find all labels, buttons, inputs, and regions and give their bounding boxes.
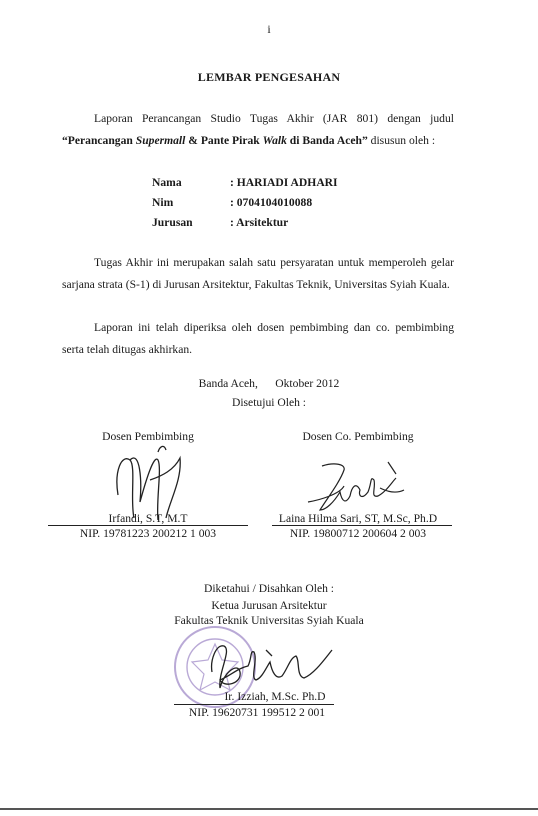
identity-table bbox=[152, 176, 338, 236]
place-date: Banda Aceh, Oktober 2012 bbox=[198, 377, 340, 390]
supervisor-role: Dosen Pembimbing bbox=[102, 430, 194, 443]
paragraph-review bbox=[62, 317, 454, 361]
identity-label: Nim bbox=[152, 196, 174, 209]
intro-pante-pirak: & Pante Pirak bbox=[185, 134, 263, 147]
identity-label: Jurusan bbox=[152, 216, 193, 229]
intro-supermall: Supermall bbox=[135, 134, 186, 147]
identity-value: : Arsitektur bbox=[230, 216, 289, 229]
acknowledged-position1: Ketua Jurusan Arsitektur bbox=[211, 599, 327, 612]
identity-row-nim bbox=[152, 196, 338, 216]
co-supervisor-nip: NIP. 19800712 200604 2 003 bbox=[289, 527, 427, 540]
intro-quote-open: “Perancangan bbox=[62, 134, 136, 147]
bottom-rule bbox=[0, 808, 538, 810]
supervisor-nip: NIP. 19781223 200212 1 003 bbox=[79, 527, 217, 540]
intro-disusun: disusun oleh : bbox=[367, 134, 436, 147]
head-of-department-nip: NIP. 19620731 199512 2 001 bbox=[188, 706, 326, 719]
intro-banda-aceh: di Banda Aceh” bbox=[286, 134, 368, 147]
intro-line1: Laporan Perancangan Studio Tugas Akhir (JAR 801) dengan judul bbox=[94, 112, 454, 125]
identity-label: Nama bbox=[152, 176, 182, 189]
approved-by: Disetujui Oleh : bbox=[231, 396, 307, 409]
supervisor-name: Irfandi, S.T, M.T bbox=[108, 512, 188, 525]
intro-paragraph bbox=[62, 108, 454, 152]
paragraph-review-text: Laporan ini telah diperiksa oleh dosen pembimbing dan co. pembimbing serta telah ditugas akhirkan. bbox=[62, 321, 454, 356]
co-supervisor-role: Dosen Co. Pembimbing bbox=[302, 430, 414, 443]
identity-row-jurusan bbox=[152, 216, 338, 236]
acknowledged-position2: Fakultas Teknik Universitas Syiah Kuala bbox=[174, 614, 364, 627]
co-supervisor-name: Laina Hilma Sari, ST, M.Sc, Ph.D bbox=[278, 512, 438, 525]
supervisor-signature-line bbox=[48, 525, 248, 526]
paragraph-requirement bbox=[62, 252, 454, 296]
co-supervisor-signature-line bbox=[272, 525, 452, 526]
paragraph-requirement-text: Tugas Akhir ini merupakan salah satu persyaratan untuk memperoleh gelar sarjana strata (S-1) di Jurusan Arsitektur, Fakultas Teknik, Universitas Syiah Kuala. bbox=[62, 256, 454, 291]
identity-value: : 0704104010088 bbox=[230, 196, 313, 209]
document-title: LEMBAR PENGESAHAN bbox=[197, 70, 341, 84]
head-of-department-signature-line bbox=[174, 704, 334, 705]
page-number: i bbox=[267, 22, 271, 36]
identity-row-nama bbox=[152, 176, 338, 196]
intro-walk: Walk bbox=[262, 134, 287, 147]
identity-value: : HARIADI ADHARI bbox=[230, 176, 338, 189]
head-of-department-name: Ir. Izziah, M.Sc. Ph.D bbox=[224, 690, 326, 703]
acknowledged-label: Diketahui / Disahkan Oleh : bbox=[203, 582, 335, 595]
